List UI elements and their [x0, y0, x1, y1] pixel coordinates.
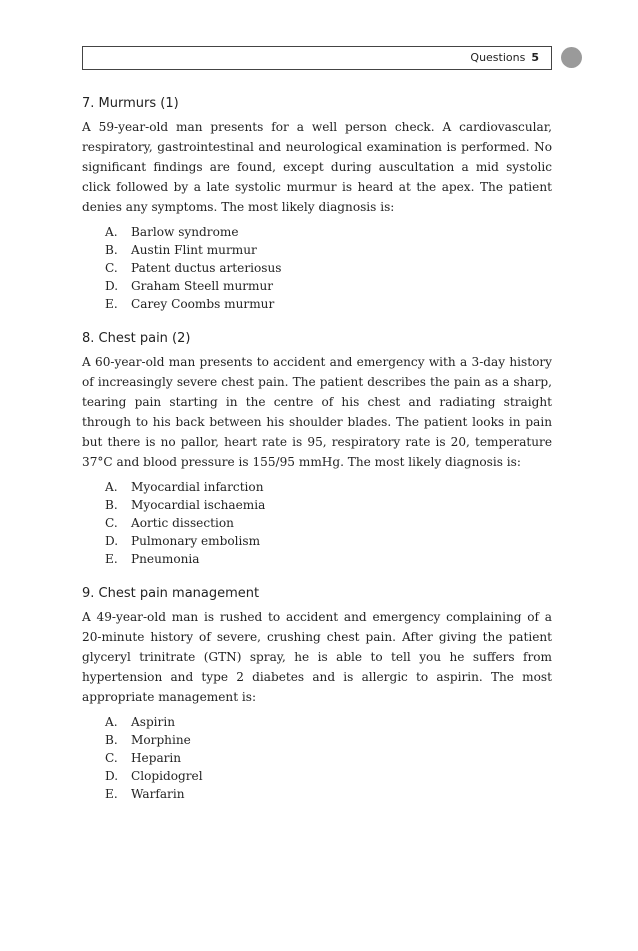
option-letter: E. — [105, 552, 118, 566]
question-stem: A 60-year-old man presents to accident and emergency with a 3-day history of increasingly severe chest pain. The patient describes the pain as a sharp, tearing pain starting in the centre of his chest and radiating straight through to his back between his shoulder blades. The patient looks in pain but there is no pallor, heart rate is 95, respiratory rate is 20, temperature 37°C and blood pressure is 155/95 mmHg. The most likely diagnosis is: — [82, 355, 552, 469]
running-header — [82, 46, 552, 70]
option-text: Pulmonary embolism — [131, 534, 261, 548]
option-letter: B. — [105, 498, 118, 512]
option-a — [105, 223, 552, 241]
question-stem: A 49-year-old man is rushed to accident and emergency complaining of a 20-minute history of severe, crushing chest pain. After giving the patient glyceryl trinitrate (GTN) spray, he is able to tell you he suffers from hypertension and type 2 diabetes and is allergic to aspirin. The most appropriate management is: — [82, 610, 552, 704]
option-letter: C. — [105, 516, 118, 530]
option-letter: D. — [105, 279, 119, 293]
option-d — [105, 767, 552, 785]
question-title: 7. Murmurs (1) — [82, 96, 179, 111]
option-text: Warfarin — [131, 787, 185, 801]
answer-options — [82, 713, 552, 803]
question-title: 8. Chest pain (2) — [82, 331, 191, 346]
option-letter: A. — [105, 715, 118, 729]
answer-options — [82, 478, 552, 568]
option-text: Myocardial ischaemia — [131, 498, 266, 512]
header-label — [470, 51, 539, 64]
option-e — [105, 785, 552, 803]
option-c — [105, 514, 552, 532]
option-text: Carey Coombs murmur — [131, 297, 275, 311]
option-a — [105, 713, 552, 731]
page-tab-marker — [561, 47, 582, 68]
option-text: Morphine — [131, 733, 191, 747]
option-b — [105, 241, 552, 259]
page-number: 5 — [531, 51, 539, 64]
question-7 — [82, 96, 552, 313]
section-name: Questions — [470, 51, 526, 64]
option-b — [105, 496, 552, 514]
option-c — [105, 749, 552, 767]
option-text: Graham Steell murmur — [131, 279, 274, 293]
option-a — [105, 478, 552, 496]
option-letter: C. — [105, 751, 118, 765]
option-letter: A. — [105, 480, 118, 494]
question-8 — [82, 331, 552, 568]
question-9 — [82, 586, 552, 803]
option-letter: E. — [105, 787, 118, 801]
option-letter: A. — [105, 225, 118, 239]
option-text: Myocardial infarction — [131, 480, 264, 494]
option-text: Pneumonia — [131, 552, 200, 566]
option-letter: D. — [105, 769, 119, 783]
option-text: Clopidogrel — [131, 769, 203, 783]
option-letter: B. — [105, 733, 118, 747]
question-stem: A 59-year-old man presents for a well person check. A cardiovascular, respiratory, gastrointestinal and neurological examination is performed. No significant findings are found, except during auscultation a mid systolic click followed by a late systolic murmur is heard at the apex. The patient denies any symptoms. The most likely diagnosis is: — [82, 120, 552, 214]
question-title: 9. Chest pain management — [82, 586, 260, 601]
questions-content — [82, 96, 552, 821]
option-letter: E. — [105, 297, 118, 311]
option-d — [105, 277, 552, 295]
option-e — [105, 295, 552, 313]
option-text: Barlow syndrome — [131, 225, 239, 239]
option-text: Patent ductus arteriosus — [131, 261, 282, 275]
option-letter: D. — [105, 534, 119, 548]
answer-options — [82, 223, 552, 313]
option-text: Aspirin — [131, 715, 175, 729]
option-text: Aortic dissection — [131, 516, 234, 530]
option-d — [105, 532, 552, 550]
option-text: Heparin — [131, 751, 182, 765]
option-b — [105, 731, 552, 749]
option-letter: C. — [105, 261, 118, 275]
option-c — [105, 259, 552, 277]
option-e — [105, 550, 552, 568]
option-text: Austin Flint murmur — [131, 243, 257, 257]
option-letter: B. — [105, 243, 118, 257]
